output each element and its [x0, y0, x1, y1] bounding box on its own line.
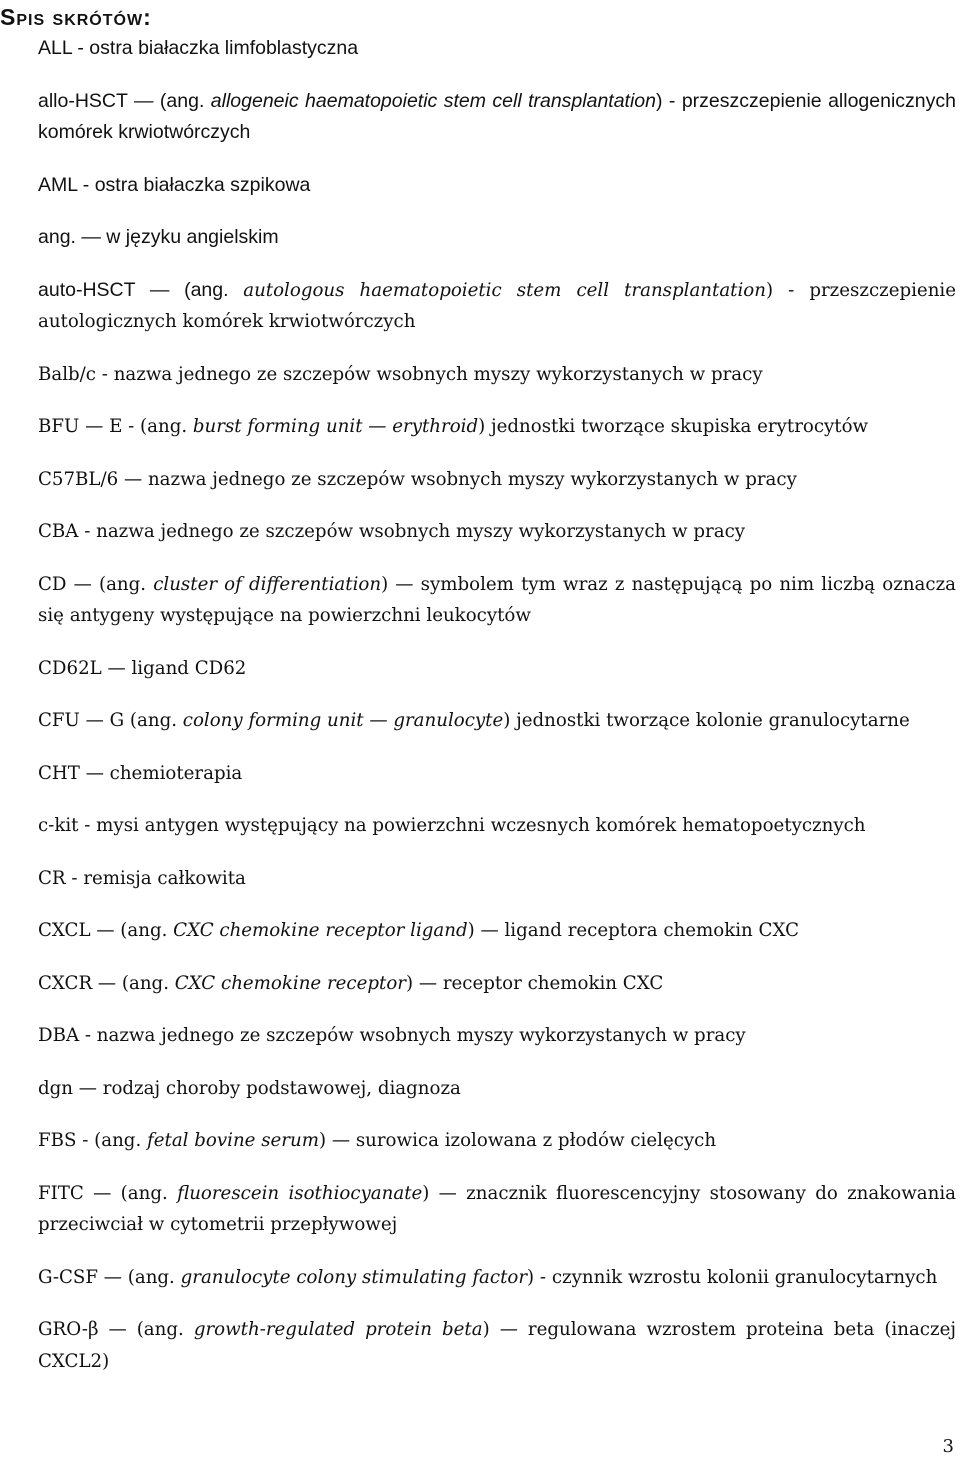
entry-english-term: allogeneic haematopoietic stem cell transplantation — [210, 89, 656, 112]
abbreviation-entry-cr — [38, 863, 956, 895]
entry-english-term: autologous haematopoietic stem cell transplantation — [243, 279, 766, 301]
abbreviation-entry-g-csf — [38, 1262, 956, 1294]
entry-text: CBA - nazwa jednego ze szczepów wsobnych myszy wykorzystanych w pracy — [38, 521, 746, 542]
entry-english-term: burst forming unit — erythroid — [192, 416, 479, 437]
abbreviation-entry-cba — [38, 516, 956, 548]
entry-english-term: CXC chemokine receptor ligand — [173, 920, 468, 941]
abbreviation-entry-fitc — [38, 1178, 956, 1241]
abbreviation-entry-c57bl-6 — [38, 464, 956, 496]
entry-english-term: growth-regulated protein beta — [193, 1319, 483, 1340]
entry-definition: ) - przeszczepienie autologicznych komórek krwiotwórczych — [38, 279, 956, 332]
entry-definition: ) — symbolem tym wraz z następującą po nim liczbą oznacza się antygeny występujące na powierzchni leukocytów — [38, 573, 956, 626]
page-number: 3 — [942, 1436, 954, 1457]
entry-definition: ) jednostki tworzące kolonie granulocytarne — [503, 710, 910, 731]
entry-definition: ) — znacznik fluorescencyjny stosowany do znakowania przeciwciał w cytometrii przepływowej — [38, 1182, 956, 1235]
entry-prefix: CXCR — (ang. — [38, 972, 175, 994]
entry-definition: ) — receptor chemokin CXC — [405, 972, 664, 994]
entry-english-term: fetal bovine serum — [147, 1130, 319, 1151]
entry-prefix: FBS - (ang. — [38, 1130, 148, 1151]
entry-definition: ) - przeszczepienie allogenicznych komórek krwiotwórczych — [38, 89, 956, 143]
section-title: Spis skrótów: — [0, 4, 152, 30]
abbreviation-entry-cxcr — [38, 968, 956, 1000]
abbreviation-entry-cd — [38, 569, 956, 632]
abbreviation-entry-aml — [38, 170, 956, 202]
abbreviation-entry-cxcl — [38, 915, 956, 947]
entry-prefix: FITC — (ang. — [38, 1182, 178, 1204]
entry-text: CR - remisja całkowita — [38, 867, 246, 889]
entry-definition: ) — ligand receptora chemokin CXC — [467, 920, 800, 941]
entry-prefix: auto-HSCT — (ang. — [38, 278, 244, 301]
entry-text: CD62L — ligand CD62 — [38, 657, 247, 679]
abbreviation-entry-cfu-g — [38, 705, 956, 737]
abbreviation-entry-gro-beta — [38, 1314, 956, 1377]
abbreviation-entry-auto-hsct — [38, 275, 956, 338]
entry-definition: ) jednostki tworzące skupiska erytrocytów — [478, 416, 869, 437]
abbreviation-entry-cht — [38, 758, 956, 790]
entry-prefix: allo-HSCT — (ang. — [38, 89, 211, 112]
entry-definition: ) - czynnik wzrostu kolonii granulocytarnych — [527, 1266, 938, 1288]
abbreviation-entry-cd62l — [38, 653, 956, 685]
entry-text: CHT — chemioterapia — [38, 762, 243, 784]
entry-text: C57BL/6 — nazwa jednego ze szczepów wsobnych myszy wykorzystanych w pracy — [38, 468, 797, 490]
entry-prefix: G-CSF — (ang. — [38, 1266, 181, 1288]
abbreviation-entry-all — [38, 33, 956, 65]
abbreviation-list — [38, 33, 956, 1398]
entry-text: Balb/c - nazwa jednego ze szczepów wsobnych myszy wykorzystanych w pracy — [38, 363, 763, 385]
entry-prefix: CD — (ang. — [38, 573, 154, 595]
abbreviation-entry-bfu-e — [38, 411, 956, 443]
entry-english-term: granulocyte colony stimulating factor — [180, 1266, 528, 1288]
entry-definition: ) — regulowana wzrostem proteina beta (inaczej CXCL2) — [38, 1319, 956, 1372]
entry-english-term: cluster of differentiation — [153, 573, 382, 595]
entry-text: ALL - ostra białaczka limfoblastyczna — [38, 37, 359, 59]
abbreviation-entry-c-kit — [38, 810, 956, 842]
entry-text: dgn — rodzaj choroby podstawowej, diagnoza — [38, 1077, 461, 1099]
abbreviation-entry-dgn — [38, 1073, 956, 1105]
entry-definition: ) — surowica izolowana z płodów cielęcych — [318, 1130, 717, 1151]
entry-text: DBA - nazwa jednego ze szczepów wsobnych myszy wykorzystanych w pracy — [38, 1025, 746, 1046]
entry-prefix: CXCL — (ang. — [38, 920, 174, 941]
entry-english-term: colony forming unit — granulocyte — [182, 710, 504, 731]
abbreviation-entry-balb-c — [38, 359, 956, 391]
entry-prefix: CFU — G (ang. — [38, 710, 183, 731]
entry-text: AML - ostra białaczka szpikowa — [38, 173, 311, 196]
abbreviation-entry-dba — [38, 1020, 956, 1052]
entry-prefix: BFU — E - (ang. — [38, 416, 193, 437]
entry-prefix: GRO-β — (ang. — [38, 1319, 194, 1340]
entry-english-term: CXC chemokine receptor — [174, 972, 406, 994]
entry-text: c-kit - mysi antygen występujący na powierzchni wczesnych komórek hematopoetycznych — [38, 815, 866, 836]
entry-english-term: fluorescein isothiocyanate — [177, 1182, 423, 1204]
abbreviation-entry-allo-hsct — [38, 86, 956, 149]
entry-text: ang. — w języku angielskim — [38, 226, 279, 248]
abbreviation-entry-fbs — [38, 1125, 956, 1157]
abbreviation-entry-ang — [38, 222, 956, 254]
